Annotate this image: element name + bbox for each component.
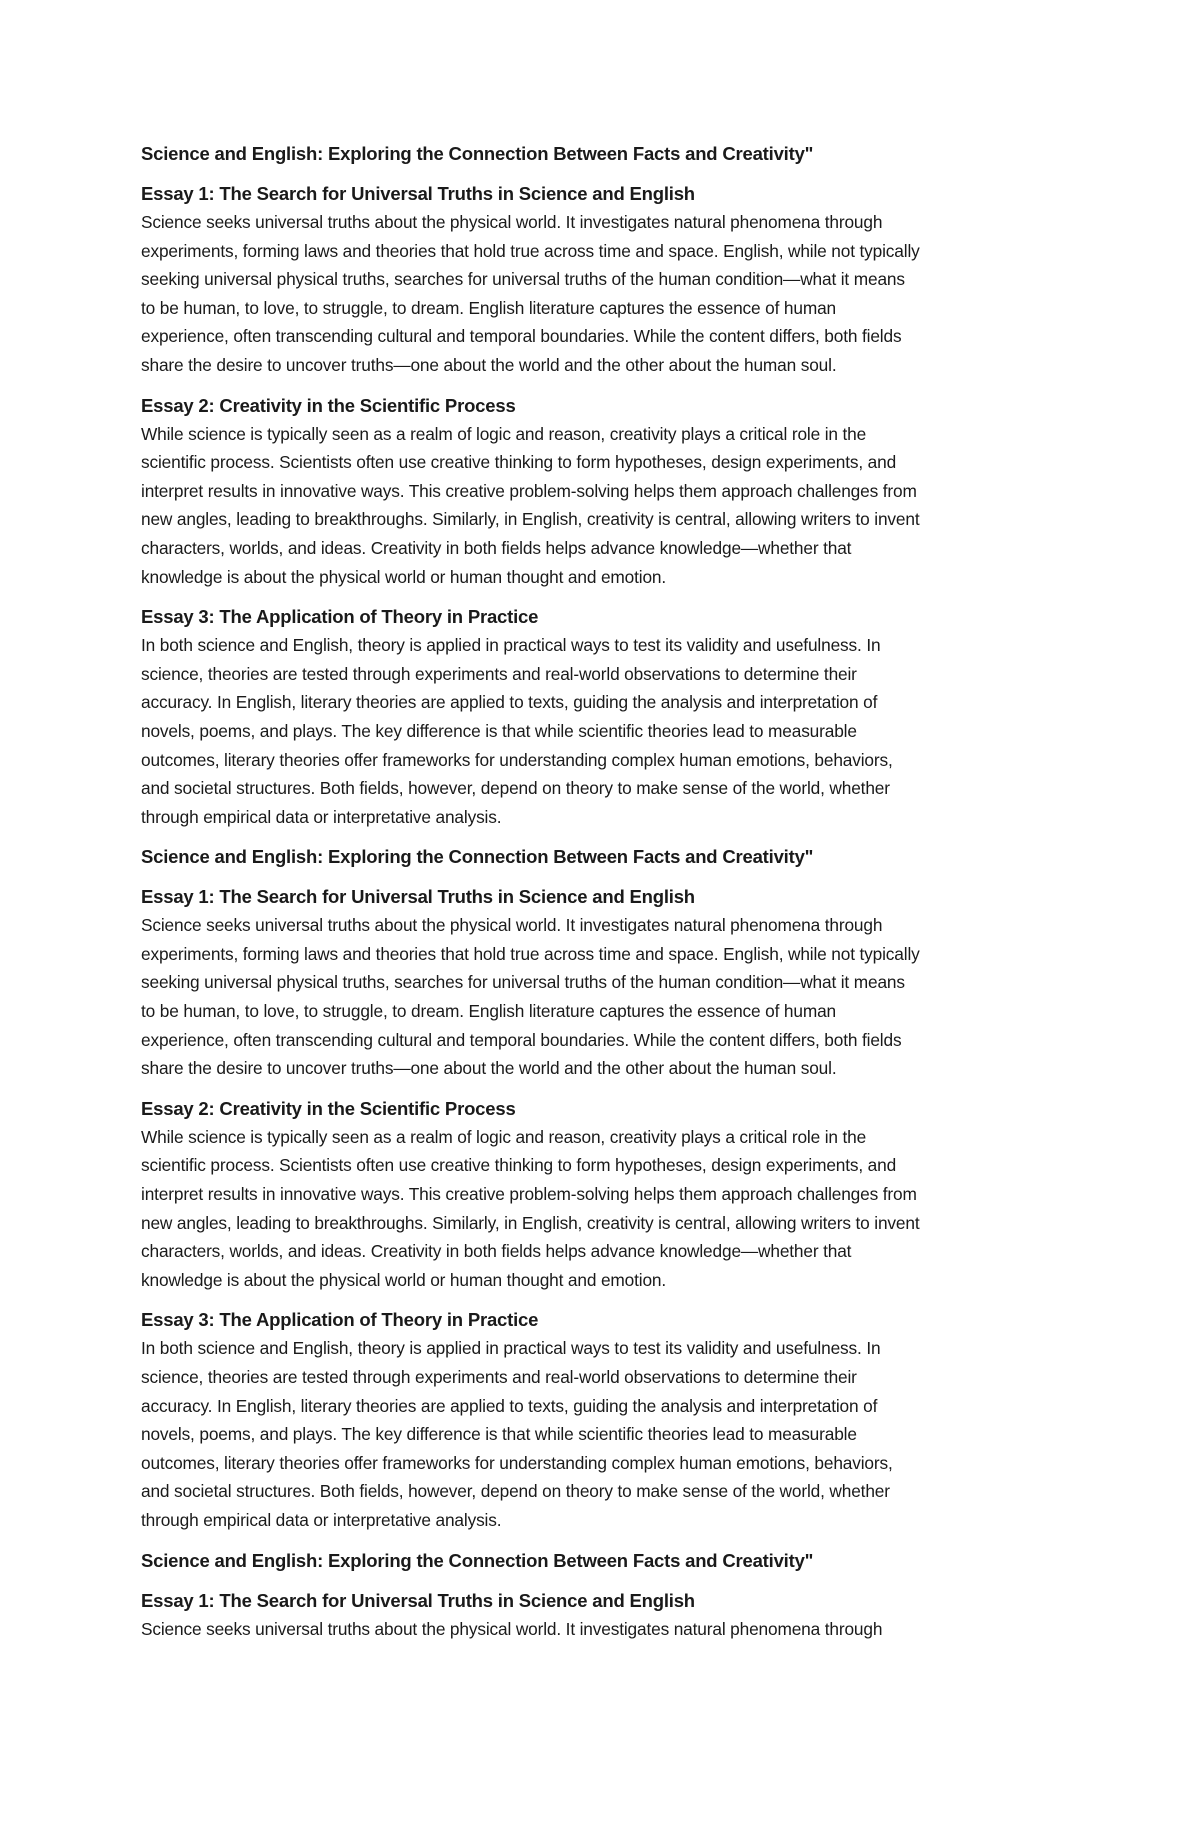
essay-heading: Essay 1: The Search for Universal Truths in Science and English (141, 1589, 695, 1611)
essay-heading: Essay 1: The Search for Universal Truths in Science and English (141, 183, 695, 204)
essay-line: through empirical data or interpretative analysis. (141, 1509, 502, 1530)
essay-line: In both science and English, theory is applied in practical ways to test its validity and usefulness. In (141, 635, 881, 656)
essay-body (141, 1615, 1071, 1644)
essay-body (141, 631, 1071, 831)
essay-line: to be human, to love, to struggle, to dream. English literature captures the essence of human (141, 297, 836, 318)
essay-line: scientific process. Scientists often use creative thinking to form hypotheses, design experiments, and (141, 1155, 897, 1176)
essay-line: and societal structures. Both fields, however, depend on theory to make sense of the world, whether (141, 778, 890, 799)
essay-line: novels, poems, and plays. The key difference is that while scientific theories lead to measurable (141, 1424, 857, 1445)
essay-heading: Essay 2: Creativity in the Scientific Process (141, 394, 516, 416)
essay-line: Science seeks universal truths about the physical world. It investigates natural phenomena through (141, 915, 883, 936)
essay-body (141, 420, 1071, 592)
essay-line: experience, often transcending cultural and temporal boundaries. While the content differs, both fields (141, 1029, 902, 1050)
essay-line: accuracy. In English, literary theories are applied to texts, guiding the analysis and interpretation of (141, 1395, 878, 1416)
document-content (141, 140, 1071, 1655)
essay-line: share the desire to uncover truths—one about the world and the other about the human soul. (141, 354, 837, 375)
essay-heading: Essay 2: Creativity in the Scientific Process (141, 1097, 516, 1119)
essay-line: experience, often transcending cultural and temporal boundaries. While the content differs, both fields (141, 326, 902, 347)
essay-line: accuracy. In English, literary theories are applied to texts, guiding the analysis and interpretation of (141, 692, 878, 713)
essay-line: new angles, leading to breakthroughs. Similarly, in English, creativity is central, allowing writers to invent (141, 1212, 920, 1233)
essay-line: While science is typically seen as a realm of logic and reason, creativity plays a critical role in the (141, 423, 867, 444)
essay-line: scientific process. Scientists often use creative thinking to form hypotheses, design experiments, and (141, 452, 897, 473)
essay-line: outcomes, literary theories offer frameworks for understanding complex human emotions, behaviors, (141, 1452, 893, 1473)
essay-line: characters, worlds, and ideas. Creativity in both fields helps advance knowledge—whether that (141, 1241, 852, 1262)
essay-line: experiments, forming laws and theories that hold true across time and space. English, while not typically (141, 943, 920, 964)
essay-line: experiments, forming laws and theories that hold true across time and space. English, while not typically (141, 240, 920, 261)
essay-line: new angles, leading to breakthroughs. Similarly, in English, creativity is central, allowing writers to invent (141, 509, 920, 530)
essay-line: outcomes, literary theories offer frameworks for understanding complex human emotions, behaviors, (141, 749, 893, 770)
essay-body (141, 911, 1071, 1083)
essay-body (141, 1123, 1071, 1295)
essay-line: science, theories are tested through experiments and real-world observations to determine their (141, 1367, 857, 1387)
essay-line: interpret results in innovative ways. This creative problem-solving helps them approach challenges from (141, 1184, 917, 1205)
essay-body (141, 208, 1071, 380)
essay-heading: Essay 1: The Search for Universal Truths in Science and English (141, 886, 695, 908)
essay-line: knowledge is about the physical world or human thought and emotion. (141, 1269, 667, 1290)
essay-line: seeking universal physical truths, searches for universal truths of the human condition—what it means (141, 269, 905, 290)
essay-line: science, theories are tested through experiments and real-world observations to determine their (141, 663, 857, 684)
essay-body (141, 1334, 1071, 1534)
document-title: Science and English: Exploring the Connection Between Facts and Creativity" (141, 1549, 814, 1571)
essay-line: While science is typically seen as a realm of logic and reason, creativity plays a critical role in the (141, 1126, 867, 1147)
essay-heading: Essay 3: The Application of Theory in Practice (141, 606, 539, 628)
essay-line: Science seeks universal truths about the physical world. It investigates natural phenomena through (141, 212, 883, 232)
essay-line: characters, worlds, and ideas. Creativity in both fields helps advance knowledge—whether that (141, 537, 852, 558)
essay-line: Science seeks universal truths about the physical world. It investigates natural phenomena through (141, 1618, 883, 1639)
essay-line: and societal structures. Both fields, however, depend on theory to make sense of the world, whether (141, 1481, 890, 1502)
document-title: Science and English: Exploring the Connection Between Facts and Creativity" (141, 846, 814, 868)
essay-line: In both science and English, theory is applied in practical ways to test its validity and usefulness. In (141, 1338, 881, 1359)
essay-line: share the desire to uncover truths—one about the world and the other about the human soul. (141, 1058, 837, 1079)
essay-line: novels, poems, and plays. The key difference is that while scientific theories lead to measurable (141, 720, 857, 741)
essay-line: knowledge is about the physical world or human thought and emotion. (141, 566, 667, 587)
essay-line: through empirical data or interpretative analysis. (141, 806, 502, 827)
essay-line: to be human, to love, to struggle, to dream. English literature captures the essence of human (141, 1001, 836, 1022)
essay-heading: Essay 3: The Application of Theory in Practice (141, 1309, 539, 1331)
document-title: Science and English: Exploring the Connection Between Facts and Creativity" (141, 143, 814, 164)
essay-line: seeking universal physical truths, searches for universal truths of the human condition—what it means (141, 972, 905, 993)
essay-line: interpret results in innovative ways. This creative problem-solving helps them approach challenges from (141, 480, 917, 501)
